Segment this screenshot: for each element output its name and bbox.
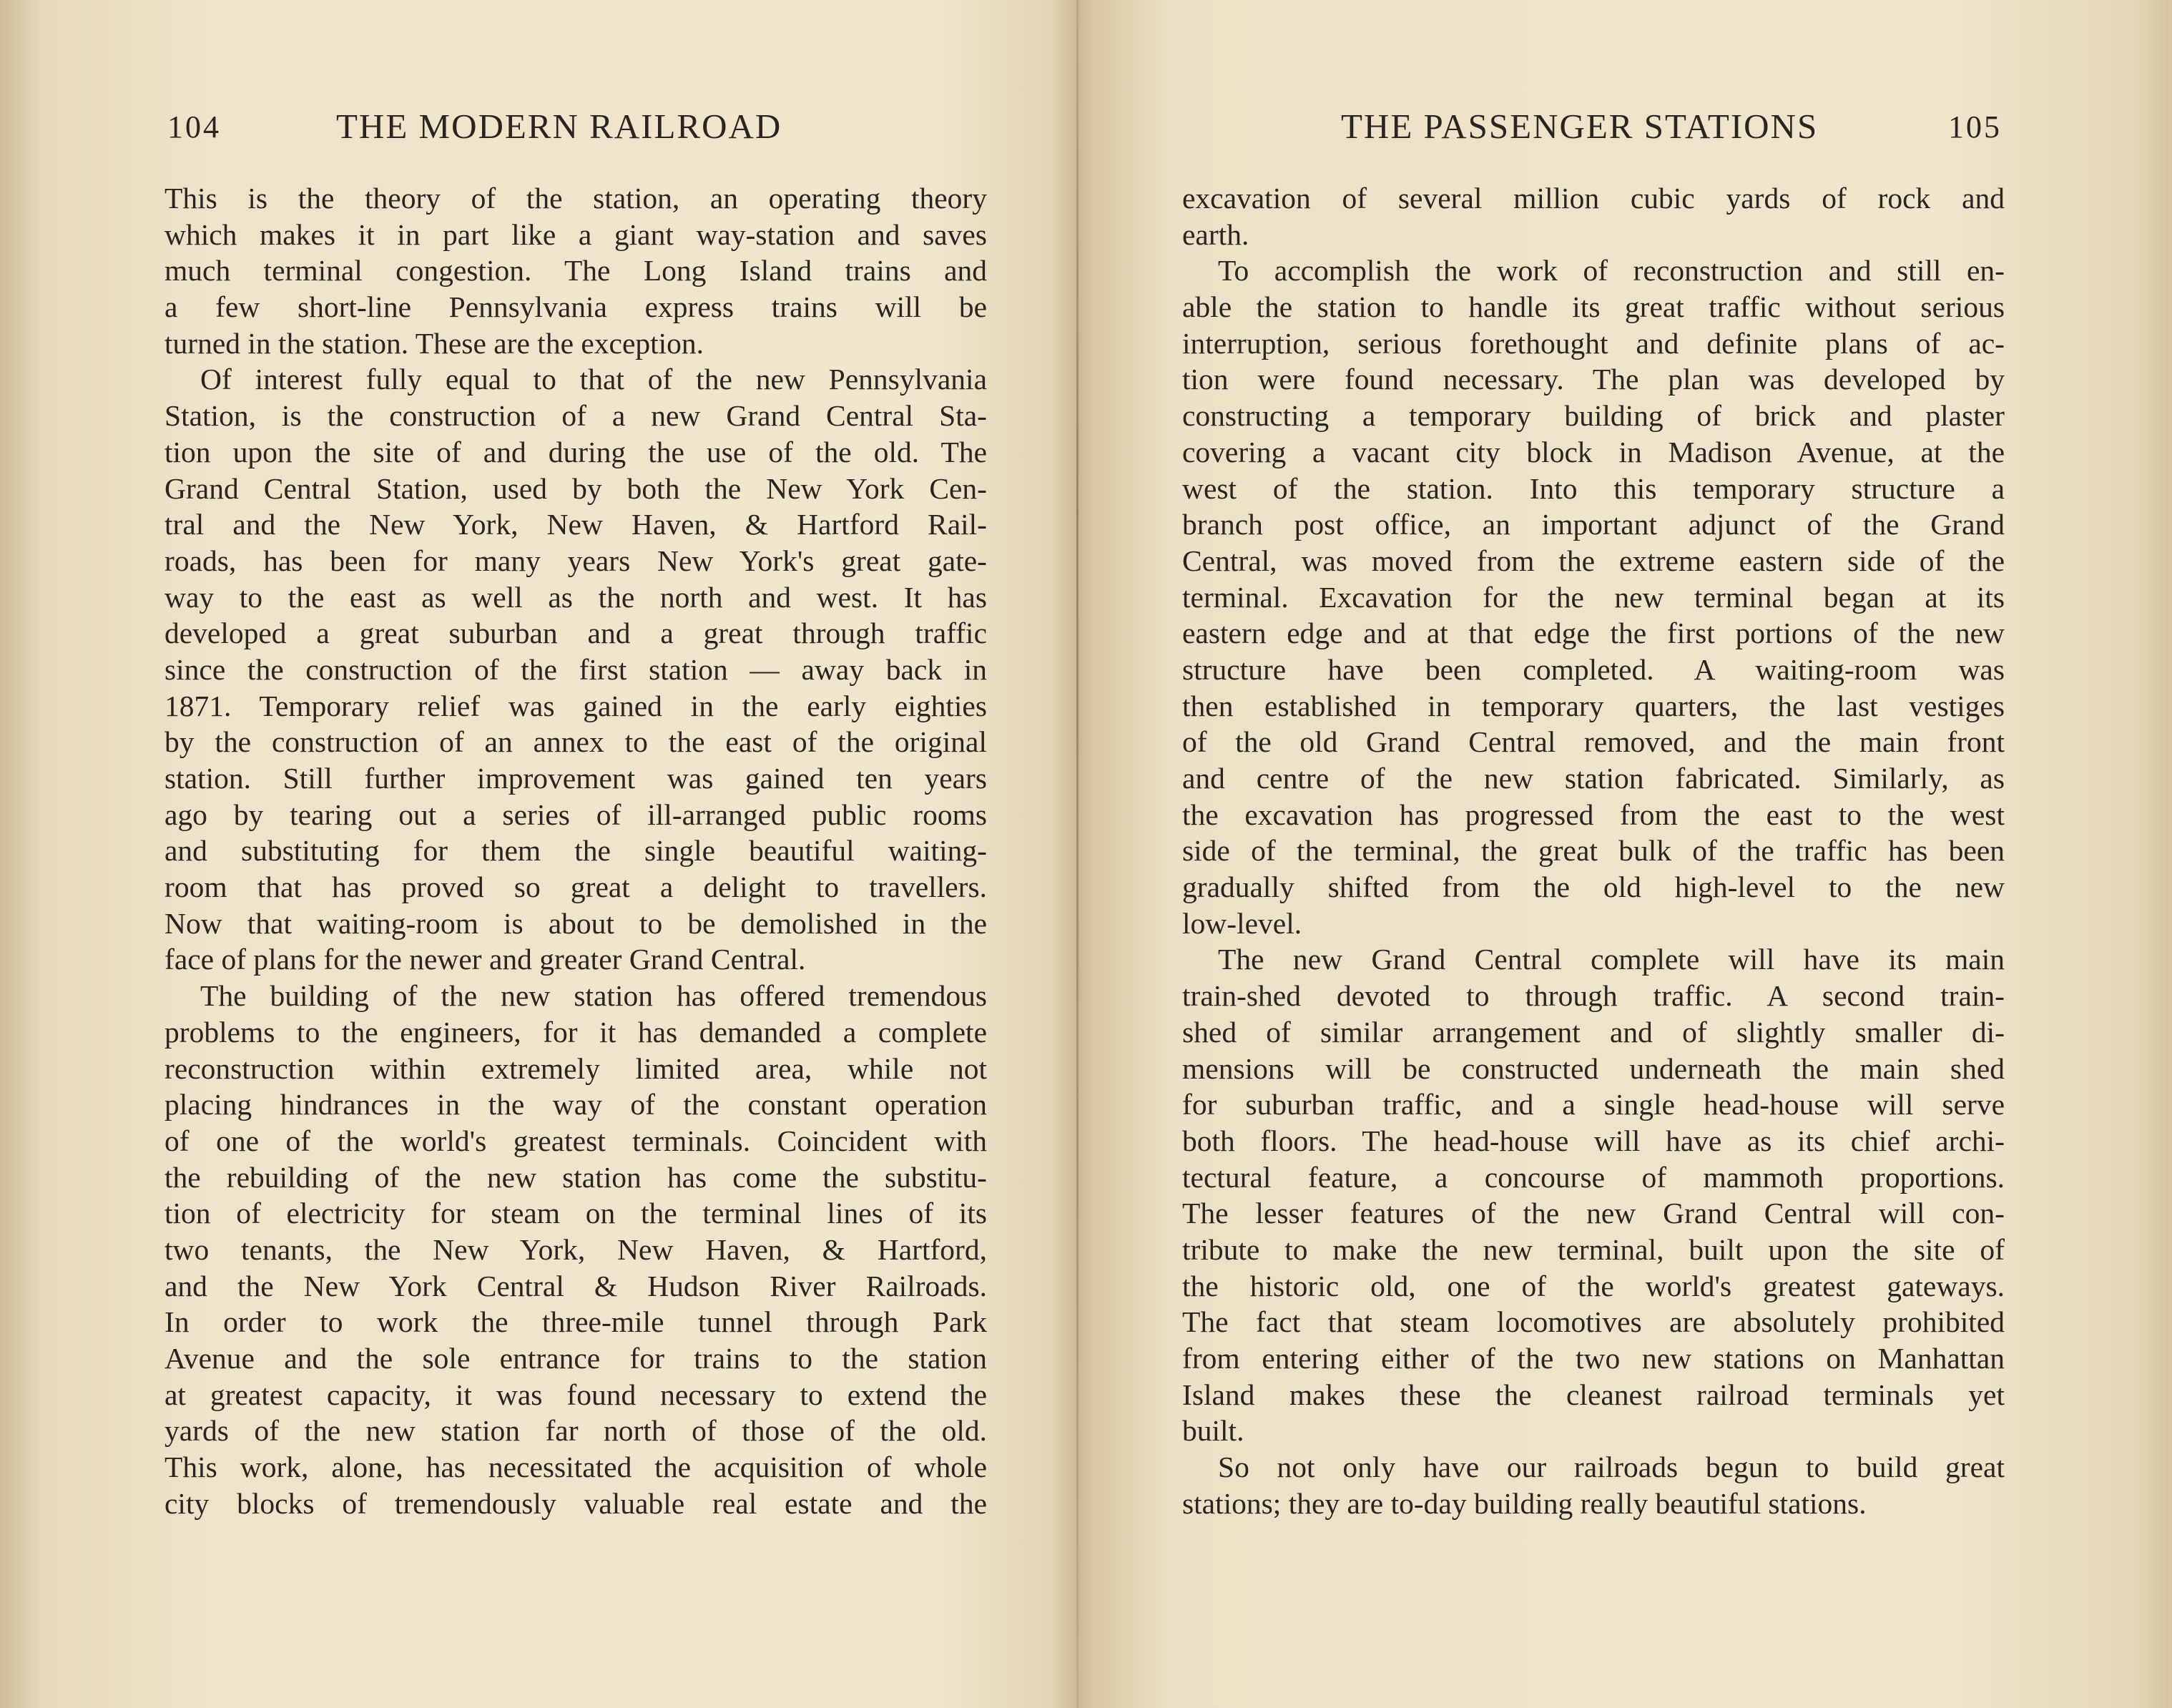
left-running-title: THE MODERN RAILROAD — [336, 107, 782, 146]
text-line: Now that waiting-room is about to be demolished in the — [164, 906, 987, 940]
text-line: of one of the world's greatest terminals. Coincident with — [164, 1124, 987, 1157]
text-line: Avenue and the sole entrance for trains to the station — [164, 1342, 987, 1375]
text-line: Central, was moved from the extreme eastern side of the — [1182, 544, 2005, 577]
text-line: and substituting for them the single beautiful waiting- — [164, 834, 987, 868]
text-line: branch post office, an important adjunct of the Grand — [1182, 508, 2005, 541]
text-line: two tenants, the New York, New Haven, & Hartford, — [164, 1232, 987, 1266]
text-line: west of the station. Into this temporary structure a — [1182, 471, 2005, 505]
text-line: face of plans for the newer and greater Grand Central. — [164, 943, 806, 976]
text-line: To accomplish the work of reconstruction and still en- — [1218, 254, 2005, 288]
text-line: roads, has been for many years New York's great gate- — [164, 544, 987, 577]
right-running-title: THE PASSENGER STATIONS — [1341, 107, 1819, 146]
text-line: excavation of several million cubic yards of rock and — [1182, 182, 2005, 215]
text-line: the rebuilding of the new station has come the substitu- — [164, 1160, 987, 1194]
text-line: covering a vacant city block in Madison Avenue, at the — [1182, 435, 2005, 468]
text-line: turned in the station. These are the exception. — [164, 326, 704, 360]
book-gutter — [1076, 0, 1078, 1708]
text-line: problems to the engineers, for it has demanded a complete — [164, 1015, 987, 1049]
text-line: which makes it in part like a giant way-station and saves — [164, 217, 987, 251]
text-line: earth. — [1182, 217, 1249, 251]
text-line: Station, is the construction of a new Grand Central Sta- — [164, 399, 987, 433]
text-line: This work, alone, has necessitated the acquisition of whole — [164, 1451, 987, 1484]
text-line: much terminal congestion. The Long Island trains and — [164, 254, 987, 288]
text-line: and the New York Central & Hudson River Railroads. — [164, 1269, 987, 1302]
right-page-text — [1182, 180, 2005, 1521]
left-running-head — [164, 106, 987, 149]
text-line: eastern edge and at that edge the first portions of the new — [1182, 617, 2005, 650]
text-line: both floors. The head-house will have as its chief archi- — [1182, 1124, 2005, 1157]
text-line: constructing a temporary building of brick and plaster — [1182, 399, 2005, 433]
text-line: tion of electricity for steam on the terminal lines of its — [164, 1197, 987, 1230]
text-line: built. — [1182, 1414, 1244, 1448]
text-line: 1871. Temporary relief was gained in the early eighties — [164, 689, 987, 722]
text-line: gradually shifted from the old high-level to the new — [1182, 870, 2005, 904]
text-line: tion were found necessary. The plan was developed by — [1182, 363, 2005, 396]
text-line: then established in temporary quarters, the last vestiges — [1182, 689, 2005, 722]
text-line: at greatest capacity, it was found necessary to extend the — [164, 1378, 987, 1411]
text-line: developed a great suburban and a great through traffic — [164, 617, 987, 650]
text-line: The fact that steam locomotives are absolutely prohibited — [1182, 1305, 2005, 1339]
right-page-number: 105 — [1948, 109, 2002, 144]
left-page-number: 104 — [167, 109, 221, 144]
text-line: side of the terminal, the great bulk of the traffic has been — [1182, 834, 2005, 868]
left-page-text — [164, 180, 987, 1521]
text-line: low-level. — [1182, 906, 1302, 940]
text-line: since the construction of the first station — away back in — [164, 652, 987, 686]
text-line: terminal. Excavation for the new terminal began at its — [1182, 580, 2005, 614]
text-line: This is the theory of the station, an operating theory — [164, 182, 987, 215]
right-page — [1182, 0, 2005, 1708]
text-line: from entering either of the two new stations on Manhattan — [1182, 1342, 2005, 1375]
left-page — [164, 0, 987, 1708]
text-line: Of interest fully equal to that of the new Pennsylvania — [200, 363, 987, 396]
text-line: So not only have our railroads begun to build great — [1218, 1451, 2005, 1484]
text-line: the historic old, one of the world's greatest gateways. — [1182, 1269, 2005, 1302]
text-line: shed of similar arrangement and of slightly smaller di- — [1182, 1015, 2005, 1049]
text-line: stations; they are to-day building really beautiful stations. — [1182, 1486, 1867, 1520]
text-line: way to the east as well as the north and west. It has — [164, 580, 987, 614]
text-line: interruption, serious forethought and definite plans of ac- — [1182, 326, 2005, 360]
text-line: placing hindrances in the way of the constant operation — [164, 1088, 987, 1122]
text-line: tectural feature, a concourse of mammoth proportions. — [1182, 1160, 2005, 1194]
text-line: tral and the New York, New Haven, & Hartford Rail- — [164, 508, 987, 541]
right-running-head — [1182, 106, 2005, 149]
text-line: tribute to make the new terminal, built upon the site of — [1182, 1232, 2005, 1266]
text-line: mensions will be constructed underneath the main shed — [1182, 1051, 2005, 1085]
text-line: for suburban traffic, and a single head-house will serve — [1182, 1088, 2005, 1122]
text-line: the excavation has progressed from the east to the west — [1182, 797, 2005, 831]
text-line: able the station to handle its great traffic without serious — [1182, 290, 2005, 324]
text-line: The building of the new station has offered tremendous — [200, 979, 987, 1013]
text-line: reconstruction within extremely limited area, while not — [164, 1051, 987, 1085]
text-line: room that has proved so great a delight to travellers. — [164, 870, 987, 904]
text-line: of the old Grand Central removed, and the main front — [1182, 725, 2005, 759]
text-line: Island makes these the cleanest railroad terminals yet — [1182, 1378, 2005, 1411]
text-line: ago by tearing out a series of ill-arranged public rooms — [164, 797, 987, 831]
text-line: tion upon the site of and during the use of the old. The — [164, 435, 987, 468]
text-line: city blocks of tremendously valuable real estate and the — [164, 1486, 987, 1520]
text-line: and centre of the new station fabricated. Similarly, as — [1182, 762, 2005, 795]
text-line: The new Grand Central complete will have its main — [1218, 943, 2005, 976]
text-line: In order to work the three-mile tunnel through Park — [164, 1305, 987, 1339]
text-line: Grand Central Station, used by both the New York Cen- — [164, 471, 987, 505]
text-line: by the construction of an annex to the east of the original — [164, 725, 987, 759]
text-line: The lesser features of the new Grand Central will con- — [1182, 1197, 2005, 1230]
text-line: structure have been completed. A waiting-room was — [1182, 652, 2005, 686]
text-line: yards of the new station far north of those of the old. — [164, 1414, 987, 1448]
text-line: station. Still further improvement was gained ten years — [164, 762, 987, 795]
text-line: a few short-line Pennsylvania express trains will be — [164, 290, 987, 324]
text-line: train-shed devoted to through traffic. A second train- — [1182, 979, 2005, 1013]
